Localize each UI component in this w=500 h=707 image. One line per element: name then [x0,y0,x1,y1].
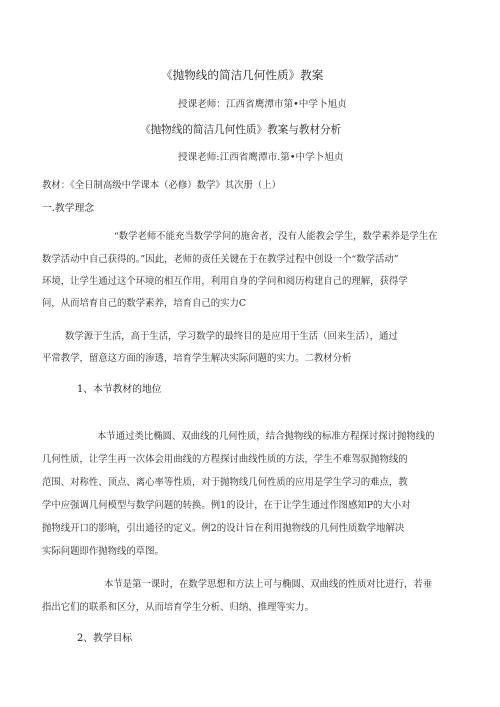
paragraph-line: 几何性质，让学生再一次体会用曲线的方程探讨曲线性质的方法，学生不难驾驭抛物线的 [42,454,408,465]
paragraph-line: 问，从而培育自己的数学素养，培育自己的实力C [42,298,247,309]
paragraph-line: 指出它们的联系和区分，从而培育学生分析、归纳、推理等实力。 [42,602,314,613]
document-subtitle: 《抛物线的简洁几何性质》教案与教材分析 [140,124,342,136]
section-heading: 1、本节教材的地位 [77,384,162,395]
section-heading: 2、教学目标 [77,633,133,644]
textbook-line: 教材：《全日制高级中学课本（必修）数学》其次册（上） [42,180,282,191]
paragraph-line: 本节通过类比椭圆、双曲线的几何性质，结合抛物线的标准方程探讨探讨抛物线的 [97,431,435,442]
paragraph-line: 实际问题即作抛物线的草图。 [42,546,164,557]
teacher-line: 授课老师:江西省鹰潭市.第•中学卜旭贞 [178,152,344,163]
paragraph-line: “数学老师不能充当数学学问的施舍者，没有人能教会学生，数学素养是学生在 [114,231,438,242]
paragraph-line: 本节是第一课时，在数学思想和方法上可与椭圆、双曲线的性质对比进行，若垂 [104,579,433,590]
teacher-line: 授课老师：江西省鹰潭市第•中学卜旭贞 [178,99,347,110]
section-heading: 一.教学理念 [42,203,95,214]
paragraph-line: 数学活动中自己获得的。”因此，老师的责任关键在于在教学过程中创设一个“数学活动” [42,254,399,265]
paragraph-line: 范围、对称性、顶点、离心率等性质，对于抛物线几何性质的应用是学生学习的难点，教 [42,477,408,488]
paragraph-line: 数学源于生活，高于生活，学习数学的最终目的是应用于生活（回来生活），通过 [65,331,398,342]
paragraph-line: 平常教学，留意这方面的渗透，培育学生解决实际问题的实力。二教材分析 [42,353,352,364]
paragraph-line: 环境，让学生通过这个环境的相互作用，利用自身的学问和阅历构建自己的理解，获得学 [42,276,408,287]
paragraph-line: 抛物线开口的影响，引出通径的定义。例2的设计旨在利用抛物线的几何性质数学地解决 [42,523,405,534]
document-title: 《抛物线的简洁几何性质》教案 [161,68,324,82]
paragraph-line: 学中应强调几何模型与数学问题的转换。例1的设计，在于让学生通过作图感知P的大小对 [42,500,411,511]
